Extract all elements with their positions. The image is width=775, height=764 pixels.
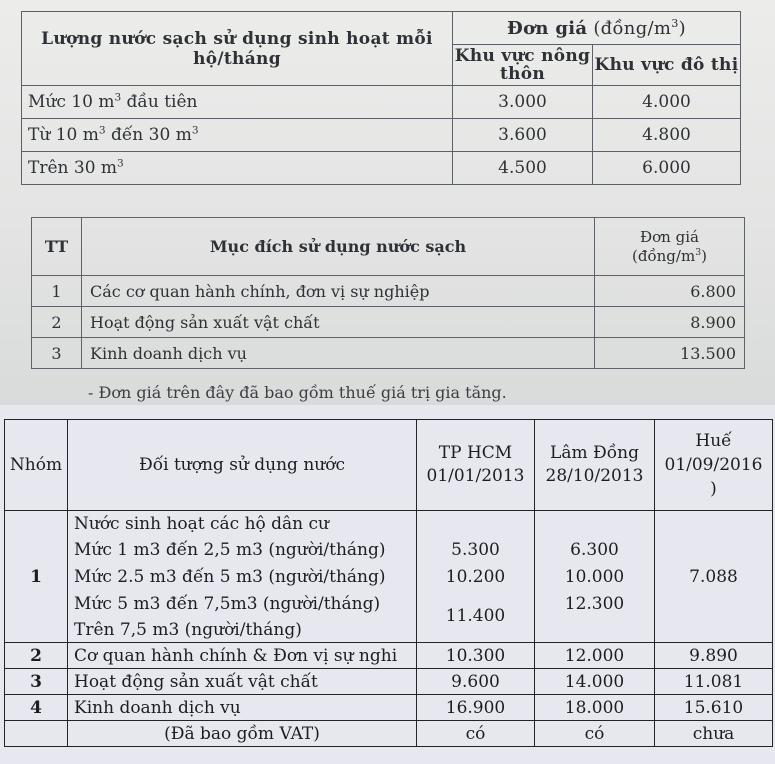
hue-price: 7.088: [655, 511, 773, 643]
table-row: [22, 119, 741, 152]
price-header-unit: (đồng/m: [593, 17, 672, 39]
table2-header-row: [32, 218, 745, 276]
table3-header-row: [5, 420, 773, 511]
price-header: Đơn giá $(đồng/m^3)$: [453, 12, 741, 45]
table1-header-row: [22, 12, 741, 45]
usage-label: Mức 10 $m^3$ đầu tiên: [22, 86, 453, 119]
table-row: [32, 338, 745, 369]
hcm-price: 16.900: [417, 695, 535, 721]
purpose-header: Mục đích sử dụng nước sạch: [82, 218, 595, 276]
table-row: [32, 307, 745, 338]
group-number: 1: [5, 511, 68, 643]
lamdong-price: [535, 511, 655, 537]
urban-price: 4.000: [593, 86, 741, 119]
table-row: [5, 695, 773, 721]
urban-header: Khu vực đô thị: [593, 45, 741, 86]
urban-price: 6.000: [593, 152, 741, 185]
lamdong-price: 10.000: [535, 563, 655, 590]
hcm-price: 5.300: [417, 536, 535, 563]
rural-header: Khu vực nông thôn: [453, 45, 593, 86]
vat-lamdong: có: [535, 721, 655, 747]
purpose-label: Các cơ quan hành chính, đơn vị sự nghiệp: [82, 276, 595, 307]
table-row: [5, 669, 773, 695]
unit-price: 13.500: [595, 338, 745, 369]
vat-row: [5, 721, 773, 747]
hcm-price: 11.400: [417, 590, 535, 643]
table-row: [5, 643, 773, 669]
hcm-price: 9.600: [417, 669, 535, 695]
row-number: 3: [32, 338, 82, 369]
user-label: Mức 1 m3 đến 2,5 m3 (người/tháng): [68, 536, 417, 563]
hue-header: Huế 01/09/2016 ): [655, 420, 773, 511]
hcm-price: 10.300: [417, 643, 535, 669]
user-label: Mức 5 m3 đến 7,5m3 (người/tháng): [68, 590, 417, 617]
vat-hcm: có: [417, 721, 535, 747]
table-row: [22, 86, 741, 119]
usage-label: Trên 30 $m^3$: [22, 152, 453, 185]
usage-label: Từ 10 $m^3$ đến 30 $m^3$: [22, 119, 453, 152]
lamdong-price: 12.000: [535, 643, 655, 669]
hue-price: 9.890: [655, 643, 773, 669]
purpose-label: Hoạt động sản xuất vật chất: [82, 307, 595, 338]
unit-price: 6.800: [595, 276, 745, 307]
group-header: Nhóm: [5, 420, 68, 511]
lamdong-price: [535, 617, 655, 643]
purpose-water-price-table: [31, 217, 745, 369]
lamdong-price: 6.300: [535, 536, 655, 563]
tt-header: TT: [32, 218, 82, 276]
empty-cell: [5, 721, 68, 747]
user-label: Hoạt động sản xuất vật chất: [68, 669, 417, 695]
rural-price: 4.500: [453, 152, 593, 185]
user-header: Đối tượng sử dụng nước: [68, 420, 417, 511]
row-number: 1: [32, 276, 82, 307]
vat-note: - Đơn giá trên đây đã bao gồm thuế giá trị gia tăng.: [88, 383, 507, 402]
unit-price-header: Đơn giá $(đồng/m^3)$: [595, 218, 745, 276]
sub-title: Nước sinh hoạt các hộ dân cư: [68, 511, 417, 537]
user-label: Trên 7,5 m3 (người/tháng): [68, 617, 417, 643]
group-number: 3: [5, 669, 68, 695]
usage-header: Lượng nước sạch sử dụng sinh hoạt mỗi hộ/tháng: [22, 12, 453, 86]
table-row: [32, 276, 745, 307]
hcm-header: TP HCM 01/01/2013: [417, 420, 535, 511]
purpose-label: Kinh doanh dịch vụ: [82, 338, 595, 369]
user-label: Mức 2.5 m3 đến 5 m3 (người/tháng): [68, 563, 417, 590]
lamdong-price: 14.000: [535, 669, 655, 695]
unit-price: 8.900: [595, 307, 745, 338]
table-row: [5, 511, 773, 537]
user-label: Kinh doanh dịch vụ: [68, 695, 417, 721]
vat-label: (Đã bao gồm VAT): [68, 721, 417, 747]
table-row: [22, 152, 741, 185]
hue-price: 15.610: [655, 695, 773, 721]
hue-price: 11.081: [655, 669, 773, 695]
hcm-price: [417, 511, 535, 537]
household-water-price-table: [21, 11, 741, 185]
lamdong-price: 18.000: [535, 695, 655, 721]
hcm-price: 10.200: [417, 563, 535, 590]
city-comparison-table: [4, 419, 773, 747]
row-number: 2: [32, 307, 82, 338]
urban-price: 4.800: [593, 119, 741, 152]
vat-hue: chưa: [655, 721, 773, 747]
group-number: 4: [5, 695, 68, 721]
rural-price: 3.000: [453, 86, 593, 119]
user-label: Cơ quan hành chính & Đơn vị sự nghi: [68, 643, 417, 669]
rural-price: 3.600: [453, 119, 593, 152]
lamdong-price: 12.300: [535, 590, 655, 617]
lamdong-header: Lâm Đồng 28/10/2013: [535, 420, 655, 511]
group-number: 2: [5, 643, 68, 669]
